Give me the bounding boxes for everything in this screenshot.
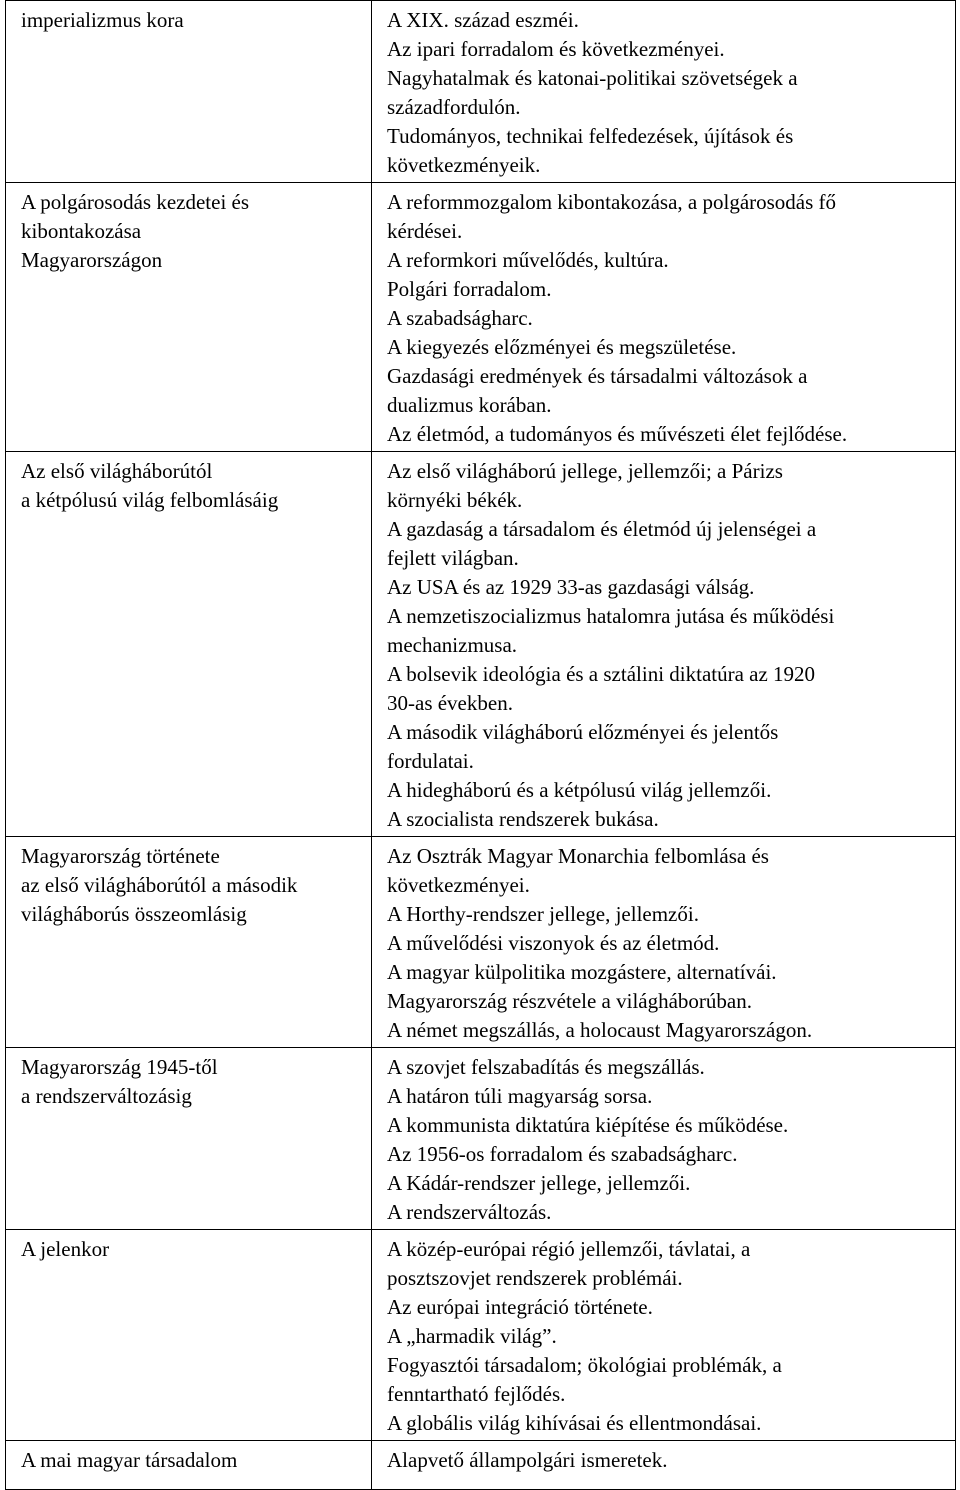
subtopic-line: A Kádár-rendszer jellege, jellemzői. [387, 1171, 691, 1195]
curriculum-table [5, 0, 956, 1490]
table-row [6, 1, 956, 183]
subtopic-line: A közép-európai régió jellemzői, távlatai, a [387, 1237, 751, 1261]
topic-line: kibontakozása [21, 219, 142, 243]
table-row [6, 452, 956, 837]
topic-line: világháborús összeomlásig [21, 902, 247, 926]
subtopic-line: A német megszállás, a holocaust Magyarországon. [387, 1018, 813, 1042]
subtopic-line: Nagyhatalmak és katonai-politikai szövetségek a [387, 66, 798, 90]
topic-cell [6, 452, 372, 837]
subtopic-line: fordulatai. [387, 749, 474, 773]
subtopic-line: A XIX. század eszméi. [387, 8, 579, 32]
topic-cell [6, 1, 372, 183]
subtopic-line: A reformkori művelődés, kultúra. [387, 248, 669, 272]
topic-cell [6, 1441, 372, 1490]
subtopic-line: Az életmód, a tudományos és művészeti élet fejlődése. [387, 422, 848, 446]
topic-line: A jelenkor [21, 1237, 110, 1261]
subtopic-line: A határon túli magyarság sorsa. [387, 1084, 653, 1108]
subtopics-cell [372, 1, 956, 183]
subtopic-line: A bolsevik ideológia és a sztálini diktatúra az 1920 [387, 662, 816, 686]
table-row [6, 837, 956, 1048]
subtopic-line: Az ipari forradalom és következményei. [387, 37, 725, 61]
topic-line: A polgárosodás kezdetei és [21, 190, 250, 214]
table-row [6, 1048, 956, 1230]
subtopic-line: fenntartható fejlődés. [387, 1382, 566, 1406]
subtopic-line: következményei. [387, 873, 530, 897]
subtopic-line: Tudományos, technikai felfedezések, újítások és [387, 124, 794, 148]
subtopic-line: A globális világ kihívásai és ellentmondásai. [387, 1411, 762, 1435]
topic-cell [6, 183, 372, 452]
table-row [6, 1441, 956, 1490]
subtopics-cell [372, 1048, 956, 1230]
topic-line: Az első világháborútól [21, 459, 213, 483]
subtopic-line: A Horthy-rendszer jellege, jellemzői. [387, 902, 699, 926]
subtopics-cell [372, 1441, 956, 1490]
subtopic-line: A nemzetiszocializmus hatalomra jutása és működési [387, 604, 835, 628]
subtopics-cell [372, 837, 956, 1048]
subtopic-line: A művelődési viszonyok és az életmód. [387, 931, 720, 955]
topic-line: Magyarország története [21, 844, 220, 868]
curriculum-table-body [6, 1, 956, 1490]
topic-line: A mai magyar társadalom [21, 1448, 238, 1472]
subtopics-cell [372, 1230, 956, 1441]
topic-cell [6, 1230, 372, 1441]
subtopic-line: következményeik. [387, 153, 541, 177]
subtopics-cell [372, 452, 956, 837]
subtopic-line: A szabadságharc. [387, 306, 533, 330]
subtopic-line: Alapvető állampolgári ismeretek. [387, 1448, 668, 1472]
table-row [6, 183, 956, 452]
subtopic-line: Az Osztrák Magyar Monarchia felbomlása és [387, 844, 769, 868]
subtopic-line: Gazdasági eredmények és társadalmi változások a [387, 364, 808, 388]
topic-cell [6, 837, 372, 1048]
subtopic-line: A kommunista diktatúra kiépítése és működése. [387, 1113, 789, 1137]
subtopic-line: A „harmadik világ”. [387, 1324, 557, 1348]
subtopic-line: Polgári forradalom. [387, 277, 552, 301]
subtopic-line: posztszovjet rendszerek problémái. [387, 1266, 683, 1290]
topic-line: Magyarország 1945-től [21, 1055, 218, 1079]
subtopic-line: fejlett világban. [387, 546, 519, 570]
subtopic-line: A szovjet felszabadítás és megszállás. [387, 1055, 705, 1079]
subtopic-line: A gazdaság a társadalom és életmód új jelenségei a [387, 517, 817, 541]
topic-line: az első világháborútól a második [21, 873, 298, 897]
subtopic-line: Fogyasztói társadalom; ökológiai problémák, a [387, 1353, 782, 1377]
subtopic-line: Magyarország részvétele a világháborúban. [387, 989, 752, 1013]
subtopic-line: dualizmus korában. [387, 393, 552, 417]
subtopic-line: A magyar külpolitika mozgástere, alternatívái. [387, 960, 777, 984]
topic-line: a rendszerváltozásig [21, 1084, 192, 1108]
subtopic-line: kérdései. [387, 219, 463, 243]
subtopic-line: A második világháború előzményei és jelentős [387, 720, 779, 744]
topic-line: Magyarországon [21, 248, 163, 272]
subtopic-line: 30-as években. [387, 691, 513, 715]
subtopics-cell [372, 183, 956, 452]
topic-line: imperializmus kora [21, 8, 184, 32]
subtopic-line: A szocialista rendszerek bukása. [387, 807, 659, 831]
subtopic-line: A kiegyezés előzményei és megszületése. [387, 335, 737, 359]
topic-cell [6, 1048, 372, 1230]
table-row [6, 1230, 956, 1441]
subtopic-line: Az első világháború jellege, jellemzői; a Párizs [387, 459, 783, 483]
subtopic-line: századfordulón. [387, 95, 521, 119]
subtopic-line: mechanizmusa. [387, 633, 518, 657]
subtopic-line: Az európai integráció története. [387, 1295, 653, 1319]
subtopic-line: A reformmozgalom kibontakozása, a polgárosodás fő [387, 190, 837, 214]
subtopic-line: A hidegháború és a kétpólusú világ jellemzői. [387, 778, 772, 802]
subtopic-line: környéki békék. [387, 488, 523, 512]
topic-line: a kétpólusú világ felbomlásáig [21, 488, 279, 512]
subtopic-line: Az USA és az 1929 33-as gazdasági válság. [387, 575, 755, 599]
subtopic-line: A rendszerváltozás. [387, 1200, 552, 1224]
subtopic-line: Az 1956-os forradalom és szabadságharc. [387, 1142, 738, 1166]
